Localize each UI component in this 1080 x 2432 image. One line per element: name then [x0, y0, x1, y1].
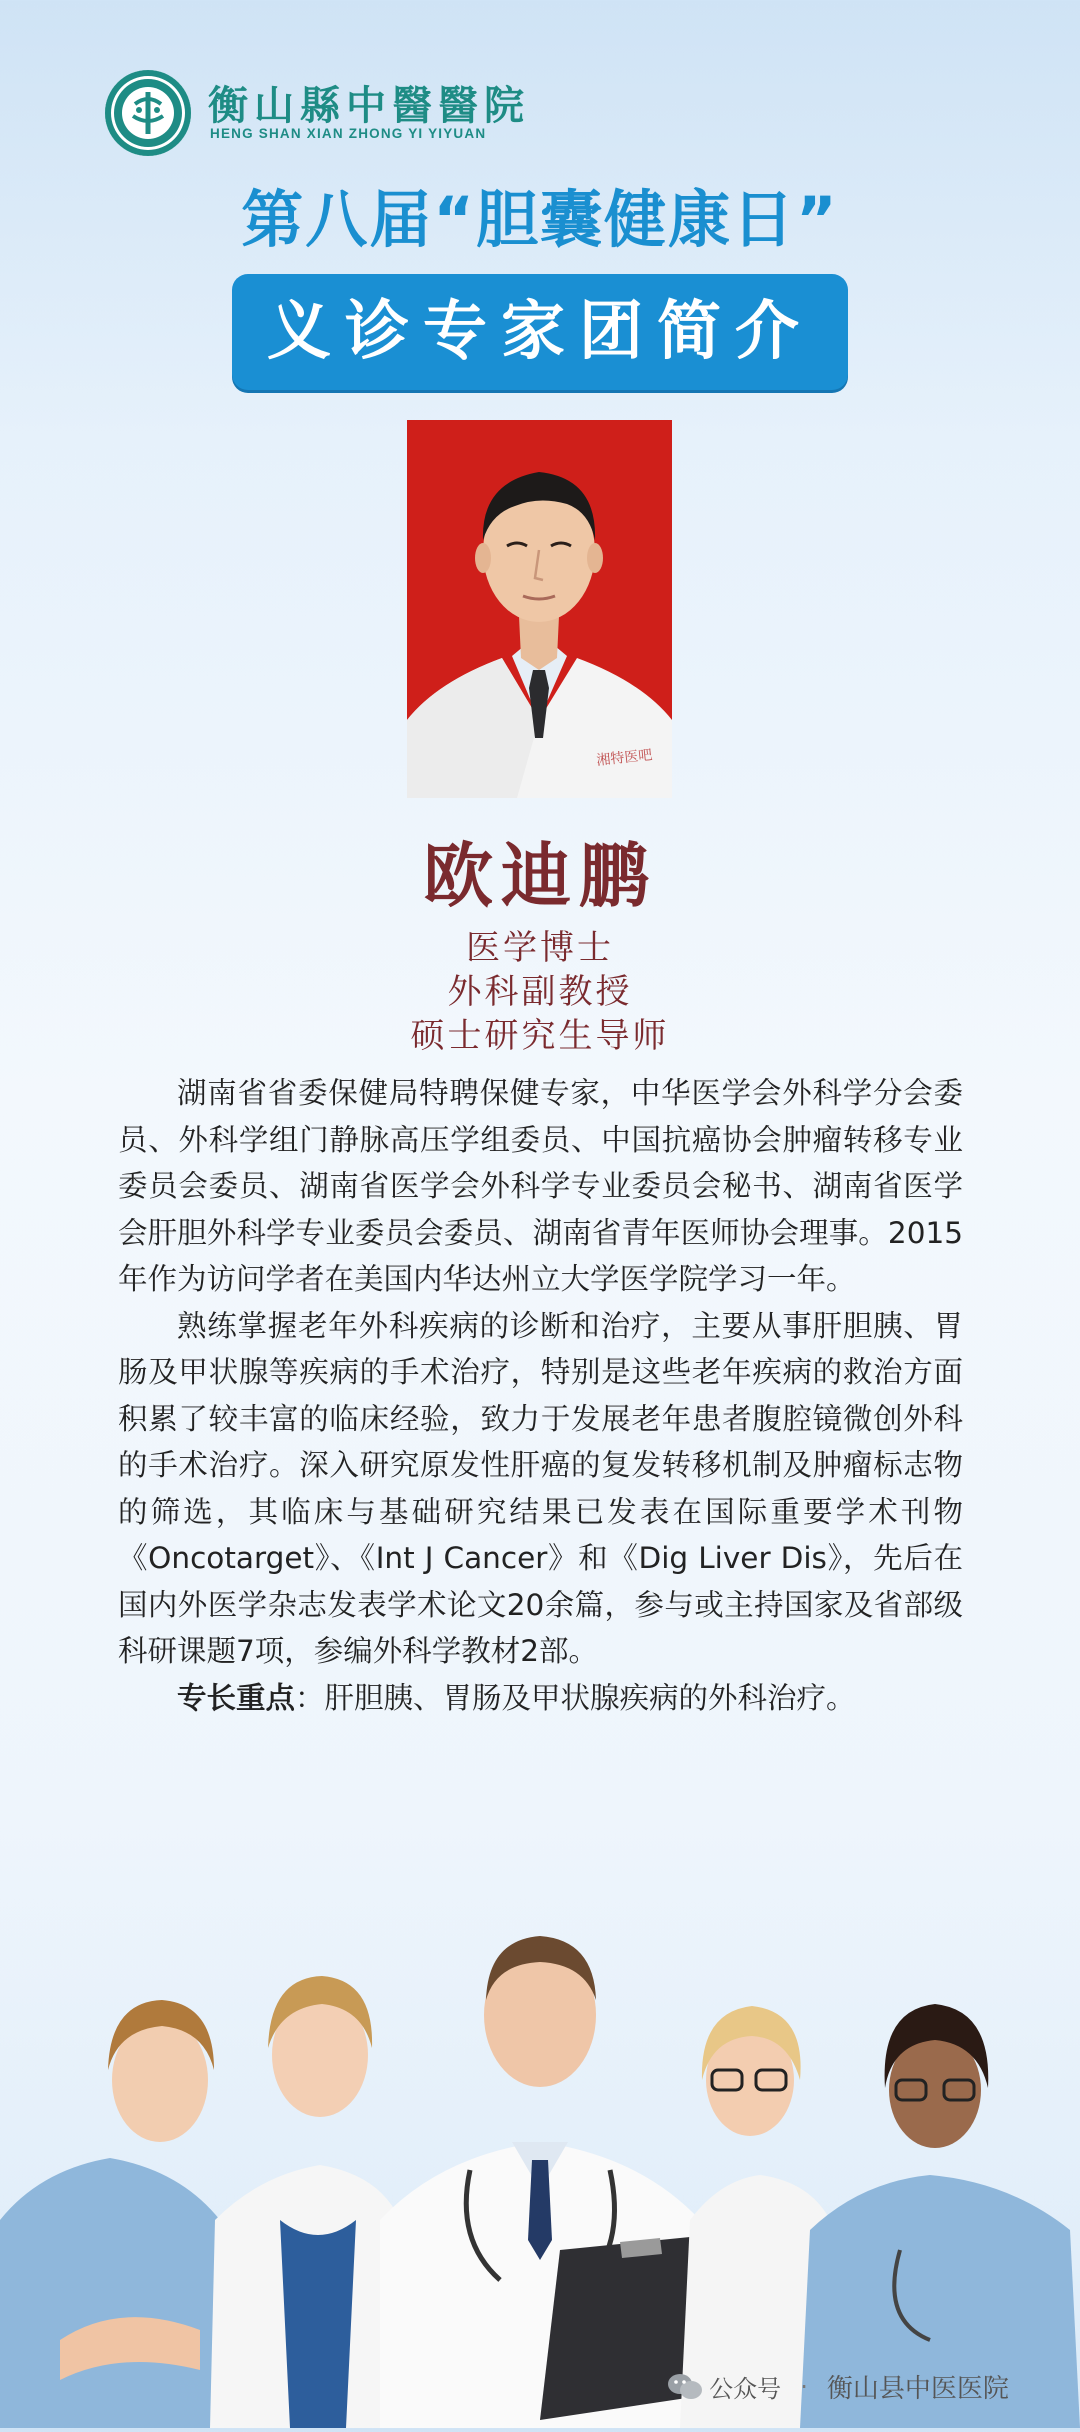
- bio-paragraph-1: 湖南省省委保健局特聘保健专家，中华医学会外科学分会委员、外科学组门静脉高压学组委员、中国抗癌协会肿瘤转移专业委员会委员、湖南省医学会外科学专业委员会秘书、湖南省医学会肝胆外科学专业委员会委员、湖南省青年医师协会理事。2015年作为访问学者在美国内华达州立大学医学院学习一年。: [118, 1076, 963, 1296]
- title-banner: [232, 274, 848, 390]
- banner-title: 义诊专家团简介: [267, 294, 813, 369]
- doctor-name: 欧迪鹏: [423, 834, 657, 917]
- bio-specialty: [118, 1675, 963, 1722]
- doctor-title-degree: 医学博士: [466, 928, 614, 968]
- doctor-photo-icon: [407, 420, 672, 798]
- doctor-portrait: [407, 420, 672, 798]
- specialty-text: ：肝胆胰、胃肠及甲状腺疾病的外科治疗。: [295, 1680, 856, 1715]
- medical-staff-illustration-icon: [0, 1920, 1080, 2428]
- doctor-bio: [118, 1070, 963, 1721]
- medical-staff-group-image: [0, 1920, 1080, 2428]
- wechat-watermark: [666, 2368, 1009, 2408]
- specialty-label: 专长重点: [177, 1680, 296, 1715]
- coat-label: 湘特医吧: [595, 747, 654, 769]
- event-title: 第八届“胆囊健康日”: [241, 183, 839, 256]
- watermark-account: 衡山县中医医院: [826, 2374, 1009, 2404]
- watermark-source: 公众号: [709, 2375, 782, 2403]
- hospital-logo: [105, 70, 191, 156]
- doctor-title-position: 外科副教授: [447, 972, 633, 1012]
- bio-paragraph-2: 熟练掌握老年外科疾病的诊断和治疗，主要从事肝胆胰、胃肠及甲状腺等疾病的手术治疗，特别是这些老年疾病的救治方面积累了较丰富的临床经验，致力于发展老年患者腹腔镜微创外科的手术治疗。深入研究原发性肝癌的复发转移机制及肿瘤标志物的筛选，其临床与基础研究结果已发表在国际重要学术刊物《Oncotarget》、《Int J Cancer》和《Dig Liver Dis》，先后在国内外医学杂志发表学术论文20余篇，参与或主持国家及省部级科研课题7项，参编外科学教材2部。: [118, 1308, 963, 1668]
- doctor-title-supervisor: 硕士研究生导师: [410, 1016, 670, 1056]
- logo-emblem-icon: [105, 70, 191, 156]
- hospital-name: 衡山縣中醫醫院: [208, 82, 530, 129]
- hospital-pinyin: HENG SHAN XIAN ZHONG YI YIYUAN: [210, 126, 487, 141]
- wechat-icon: [666, 2372, 704, 2402]
- watermark-separator: ·: [800, 2372, 808, 2401]
